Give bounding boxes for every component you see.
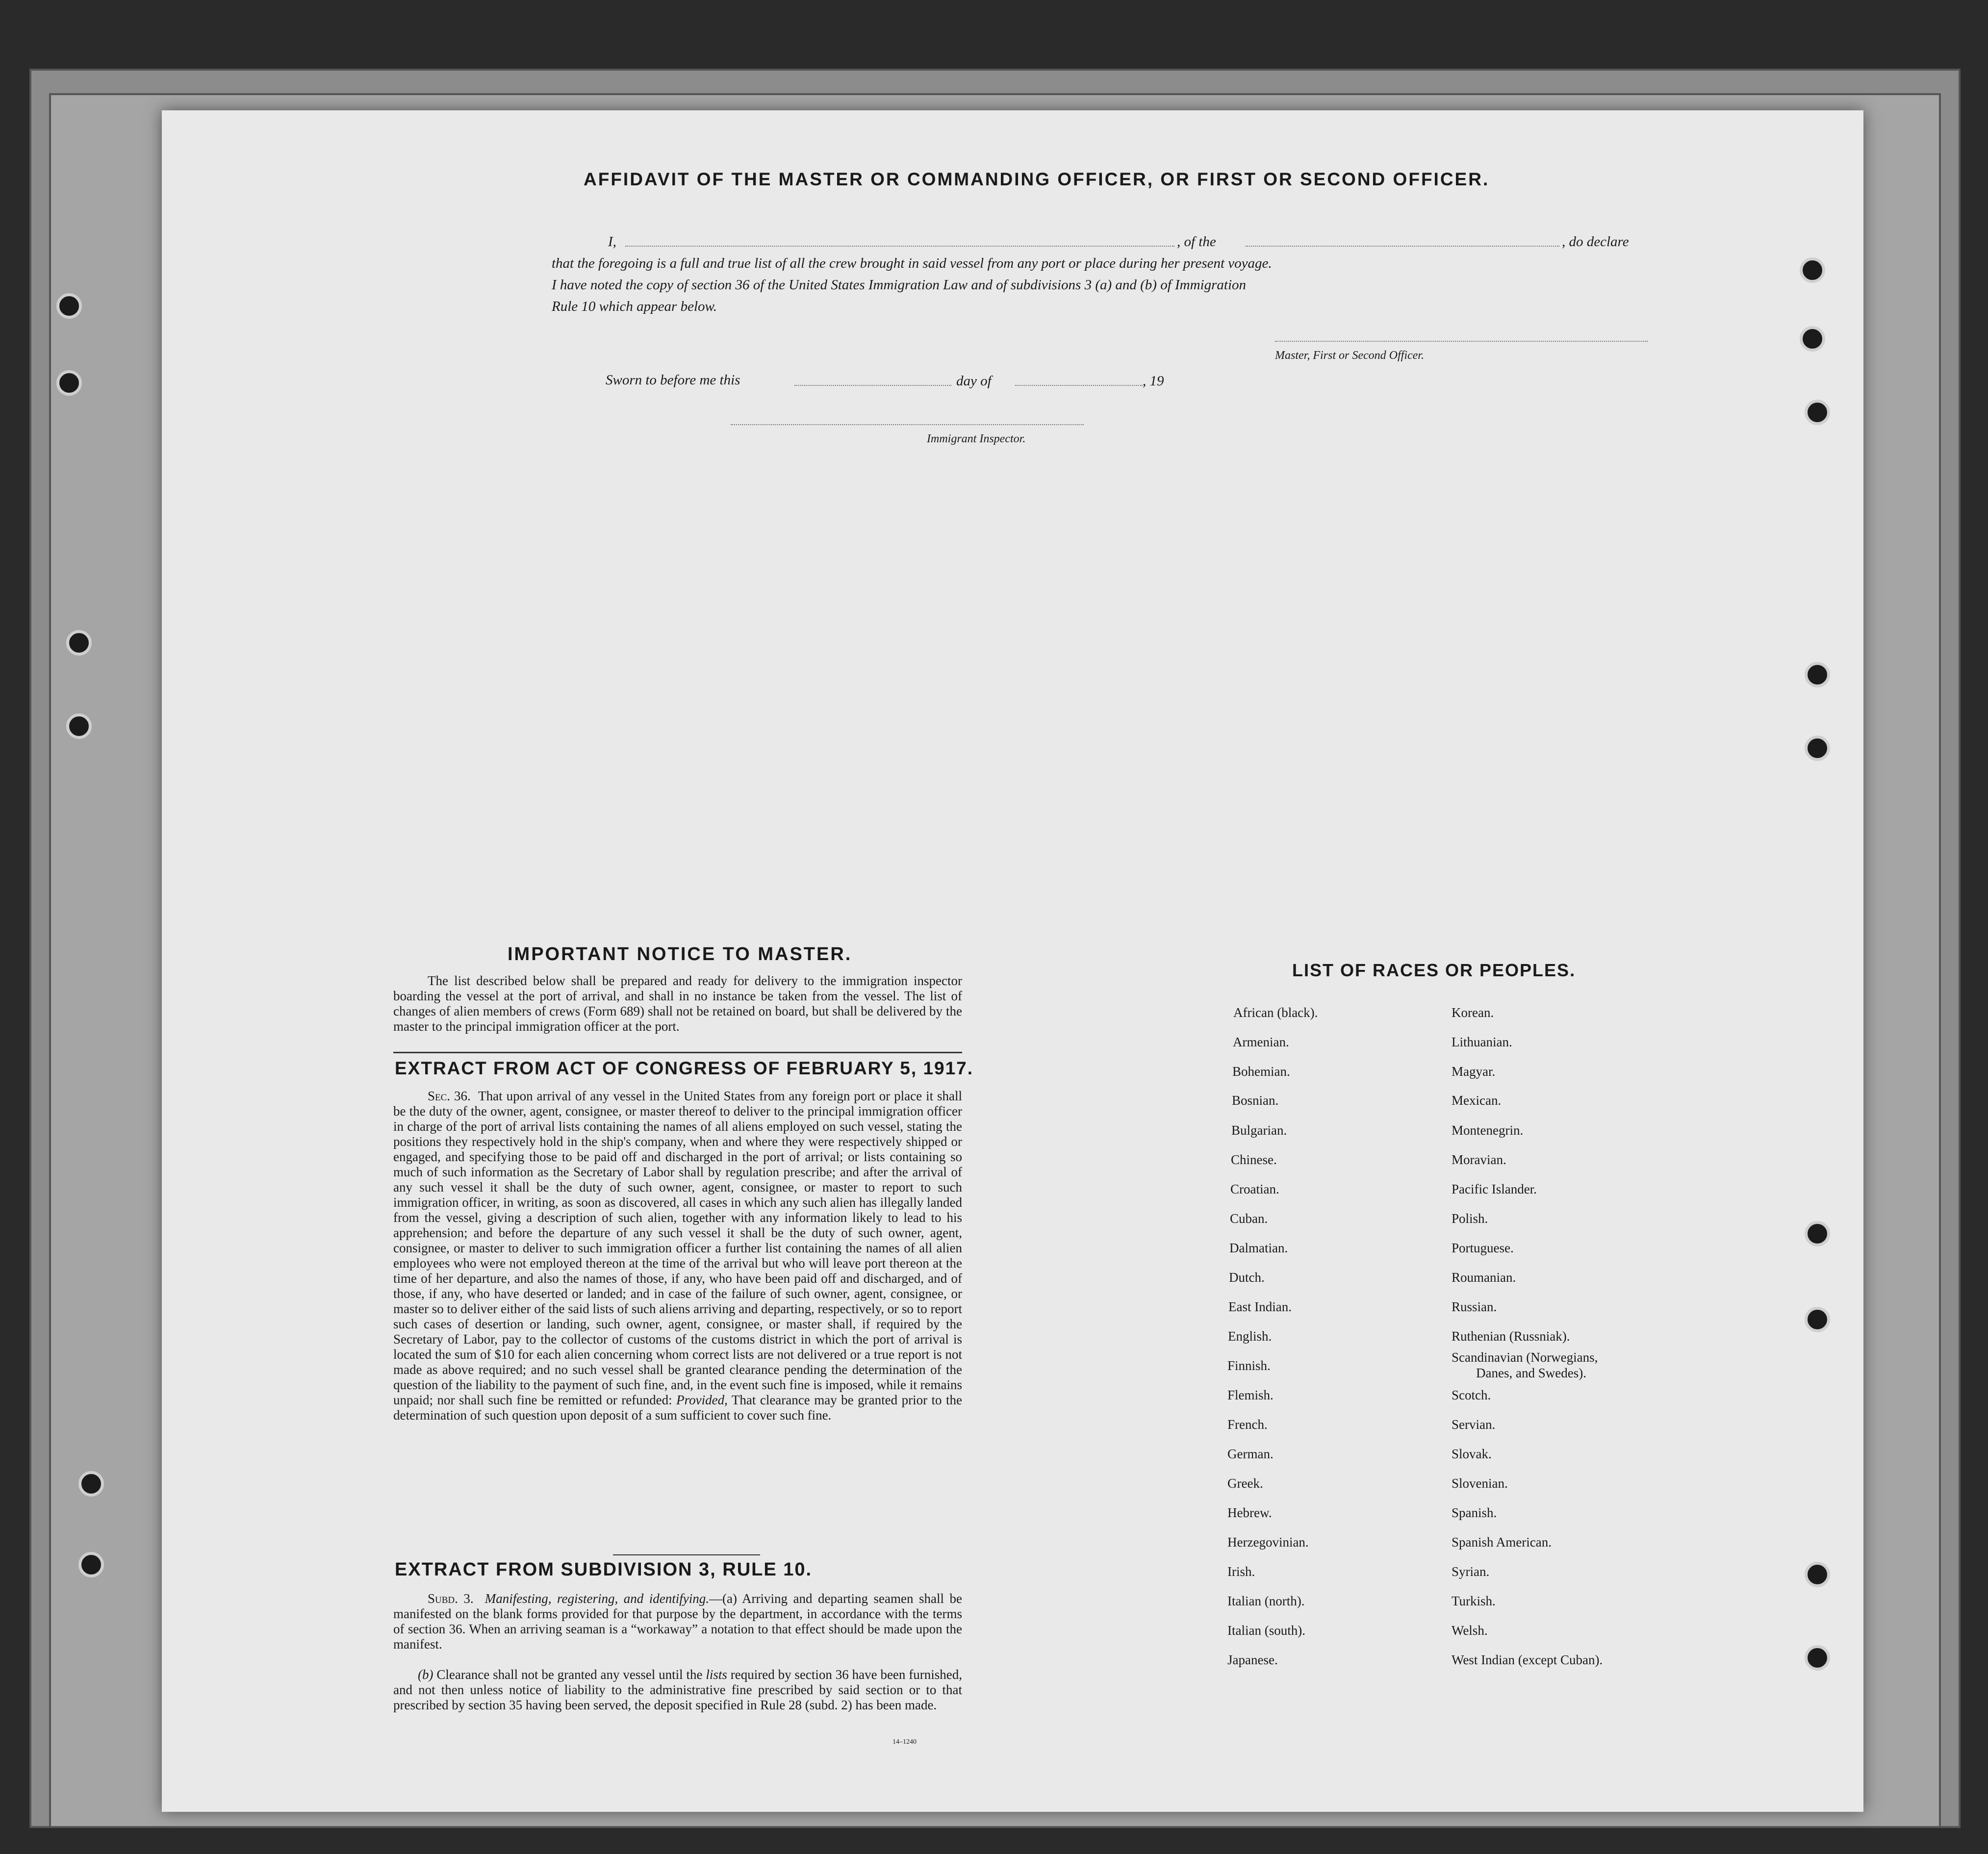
act-provided: Provided, [676,1393,728,1407]
rule-para-a [393,1591,962,1652]
inspector-signature-line[interactable] [731,424,1084,425]
race-item: Spanish American. [1452,1535,1552,1549]
affidavit-of-the: , of the [1177,234,1216,250]
binder-hole [1800,326,1825,352]
binder-hole [78,1552,104,1577]
inspector-label: Immigrant Inspector. [927,432,1026,445]
race-item: Bulgarian. [1231,1123,1287,1138]
race-item: Herzegovinian. [1227,1535,1309,1549]
sworn-month-blank[interactable] [1015,385,1143,386]
act-sec-label: Sec. 36. [428,1089,471,1103]
sworn-day-of: day of [956,373,992,389]
race-item: Italian (south). [1227,1623,1305,1638]
race-item: Lithuanian. [1452,1035,1512,1049]
race-item: Finnish. [1227,1358,1271,1373]
binder-hole [1805,662,1830,687]
race-item: Moravian. [1452,1152,1506,1167]
act-rule [613,1554,760,1555]
binder-hole [1805,736,1830,761]
race-item: Spanish. [1452,1505,1497,1520]
binder-hole [1805,1645,1830,1671]
race-item: Polish. [1452,1211,1488,1226]
affidavit-line-2: that the foregoing is a full and true list of all the crew brought in said vessel from any port or place during her present voyage. [552,255,1272,271]
rule-subd-title: Manifesting, registering, and identifying. [484,1591,709,1606]
race-item: Armenian. [1233,1035,1289,1049]
binder-hole [1805,1562,1830,1587]
rule-para-a-text: —(a) Arriving and departing seamen shall be manifested on the blank forms provided for that purpose by the department, in accordance with the terms of section 36. When an arriving seaman is a “workaway” a notation to that effect should be made upon the manifest. [393,1591,962,1651]
rule-title: EXTRACT FROM SUBDIVISION 3, RULE 10. [395,1559,813,1580]
race-item: Turkish. [1452,1594,1496,1608]
race-item: Flemish. [1227,1388,1274,1402]
race-item: Russian. [1452,1299,1497,1314]
race-item: Greek. [1227,1476,1263,1491]
affidavit-title: AFFIDAVIT OF THE MASTER OR COMMANDING OFFICER, OR FIRST OR SECOND OFFICER. [584,169,1490,189]
binder-hole [1805,1221,1830,1246]
race-item: Servian. [1452,1417,1496,1432]
race-item: Irish. [1227,1564,1255,1579]
declarant-blank[interactable] [625,246,1174,247]
race-item: Korean. [1452,1005,1494,1020]
race-item: Mexican. [1452,1093,1502,1108]
master-signature-line[interactable] [1275,341,1648,342]
affidavit-line-4: Rule 10 which appear below. [552,299,717,314]
race-item: Pacific Islander. [1452,1182,1537,1196]
rule-para-b-1: Clearance shall not be granted any vessel until the [436,1667,703,1682]
vessel-blank[interactable] [1246,246,1559,247]
race-item: Montenegrin. [1452,1123,1524,1138]
act-body-text: That upon arrival of any vessel in the United States from any foreign port or place it shall be the duty of the owner, agent, consignee, or master thereof to deliver to the principal immigration officer in charge of the port of arrival lists containing the names of all aliens employed on such vessel, stating the positions they respectively hold in the ship's company, when and where they were respectively shipped or engaged, and specifying those to be paid off and discharged in the port of arrival; or lists containing so much of such information as the Secretary of Labor shall by regulation prescribe; and after the arrival of any such vessel it shall be the duty of such owner, agent, consignee, or master to report to such immigration officer, in writing, as soon as discovered, all cases in which any such alien has illegally landed from the vessel, giving a description of such alien, together with any information likely to lead to his apprehension; and before the departure of any such vessel it shall be the duty of such owner, agent, consignee, or master to deliver to such immigration officer a further list containing the names of all alien employees who were not employed thereon at the time of the arrival but who will leave port thereon at the time of her departure, and also the names of those, if any, who have been paid off and discharged, and of those, if any, who have deserted or landed; and in case of the failure of such owner, agent, consignee, or master so to deliver either of the said lists of such aliens arriving and departing, respectively, or so to report such cases of desertion or landing, such owner, agent, consignee, or master shall, if required by the Secretary of Labor, pay to the collector of customs of the customs district in which the port of arrival is located the sum of $10 for each alien concerning whom correct lists are not delivered or a true report is not made as above required; and no such vessel shall be granted clearance pending the determination of the question of the liability to the payment of such fine, and, in the event such fine is imposed, while it remains unpaid; nor shall such fine be remitted or refunded: [393,1089,963,1407]
race-item: Italian (north). [1227,1594,1305,1608]
sworn-year: , 19 [1143,373,1164,389]
race-item: Bohemian. [1232,1064,1290,1079]
binder-hole [1800,257,1825,283]
race-item: Scandinavian (Norwegians, [1452,1350,1598,1365]
race-item-continuation: Danes, and Swedes). [1476,1366,1586,1380]
rule-para-b-label: (b) [418,1667,433,1682]
master-label: Master, First or Second Officer. [1275,349,1424,362]
notice-rule [393,1052,962,1053]
affidavit-line-3: I have noted the copy of section 36 of the United States Immigration Law and of subdivisions 3 (a) and (b) of Immigration [552,277,1247,293]
race-item: Welsh. [1452,1623,1488,1638]
race-item: English. [1228,1329,1272,1344]
race-item: East Indian. [1228,1299,1292,1314]
race-item: Scotch. [1452,1388,1491,1402]
race-item: Syrian. [1452,1564,1490,1579]
rule-para-b-2: required by section 36 have been furnished, and not then unless notice of liability to the administrative fine prescribed by said section or to that prescribed by section 35 having been served, the deposit specified in Rule 28 (subd. 2) has been made. [393,1667,962,1712]
race-item: West Indian (except Cuban). [1452,1652,1603,1667]
race-item: Portuguese. [1452,1241,1514,1255]
binder-hole [66,713,92,739]
affidavit-declarant: I, [608,234,616,250]
race-item: Slovenian. [1452,1476,1508,1491]
sworn-day-blank[interactable] [794,385,951,386]
rule-para-b-lists: lists [706,1667,727,1682]
act-body-end: That clearance may be granted prior to the determination of such question upon deposit of a sum sufficient to cover such fine. [393,1393,963,1422]
race-item: African (black). [1233,1005,1318,1020]
race-item: Roumanian. [1452,1270,1516,1285]
notice-title: IMPORTANT NOTICE TO MASTER. [508,944,852,965]
notice-body: The list described below shall be prepared and ready for delivery to the immigration inspector boarding the vessel at the port of arrival, and shall in no instance be taken from the vessel. The list of changes of alien members of crews (Form 689) shall not be retained on board, but shall be delivered by the master to the principal immigration officer at the port. [393,973,962,1034]
affidavit-do-declare: , do declare [1562,234,1629,250]
binder-hole [1805,1307,1830,1332]
rule-para-b [393,1667,962,1713]
races-title: LIST OF RACES OR PEOPLES. [1292,960,1576,980]
binder-hole [1805,400,1830,425]
race-item: Ruthenian (Russniak). [1452,1329,1570,1344]
form-number: 14–1240 [892,1738,917,1746]
binder-hole [56,370,82,396]
race-item: German. [1227,1447,1274,1461]
race-item: Slovak. [1452,1447,1492,1461]
race-item: Chinese. [1231,1152,1277,1167]
act-title: EXTRACT FROM ACT OF CONGRESS OF FEBRUARY 5, 1917. [395,1058,974,1078]
race-item: French. [1227,1417,1268,1432]
race-item: Bosnian. [1232,1093,1279,1108]
binder-hole [78,1471,104,1497]
sworn-text: Sworn to before me this [606,372,740,388]
race-item: Hebrew. [1227,1505,1272,1520]
manifest-page [162,110,1863,1812]
race-item: Dalmatian. [1229,1241,1288,1255]
race-item: Japanese. [1227,1652,1278,1667]
race-item: Croatian. [1230,1182,1279,1196]
race-item: Magyar. [1452,1064,1496,1079]
binder-hole [66,630,92,656]
binder-hole [56,293,82,319]
act-body [393,1089,962,1423]
race-item: Dutch. [1229,1270,1265,1285]
race-item: Cuban. [1230,1211,1268,1226]
rule-subd-label: Subd. 3. [428,1591,474,1606]
